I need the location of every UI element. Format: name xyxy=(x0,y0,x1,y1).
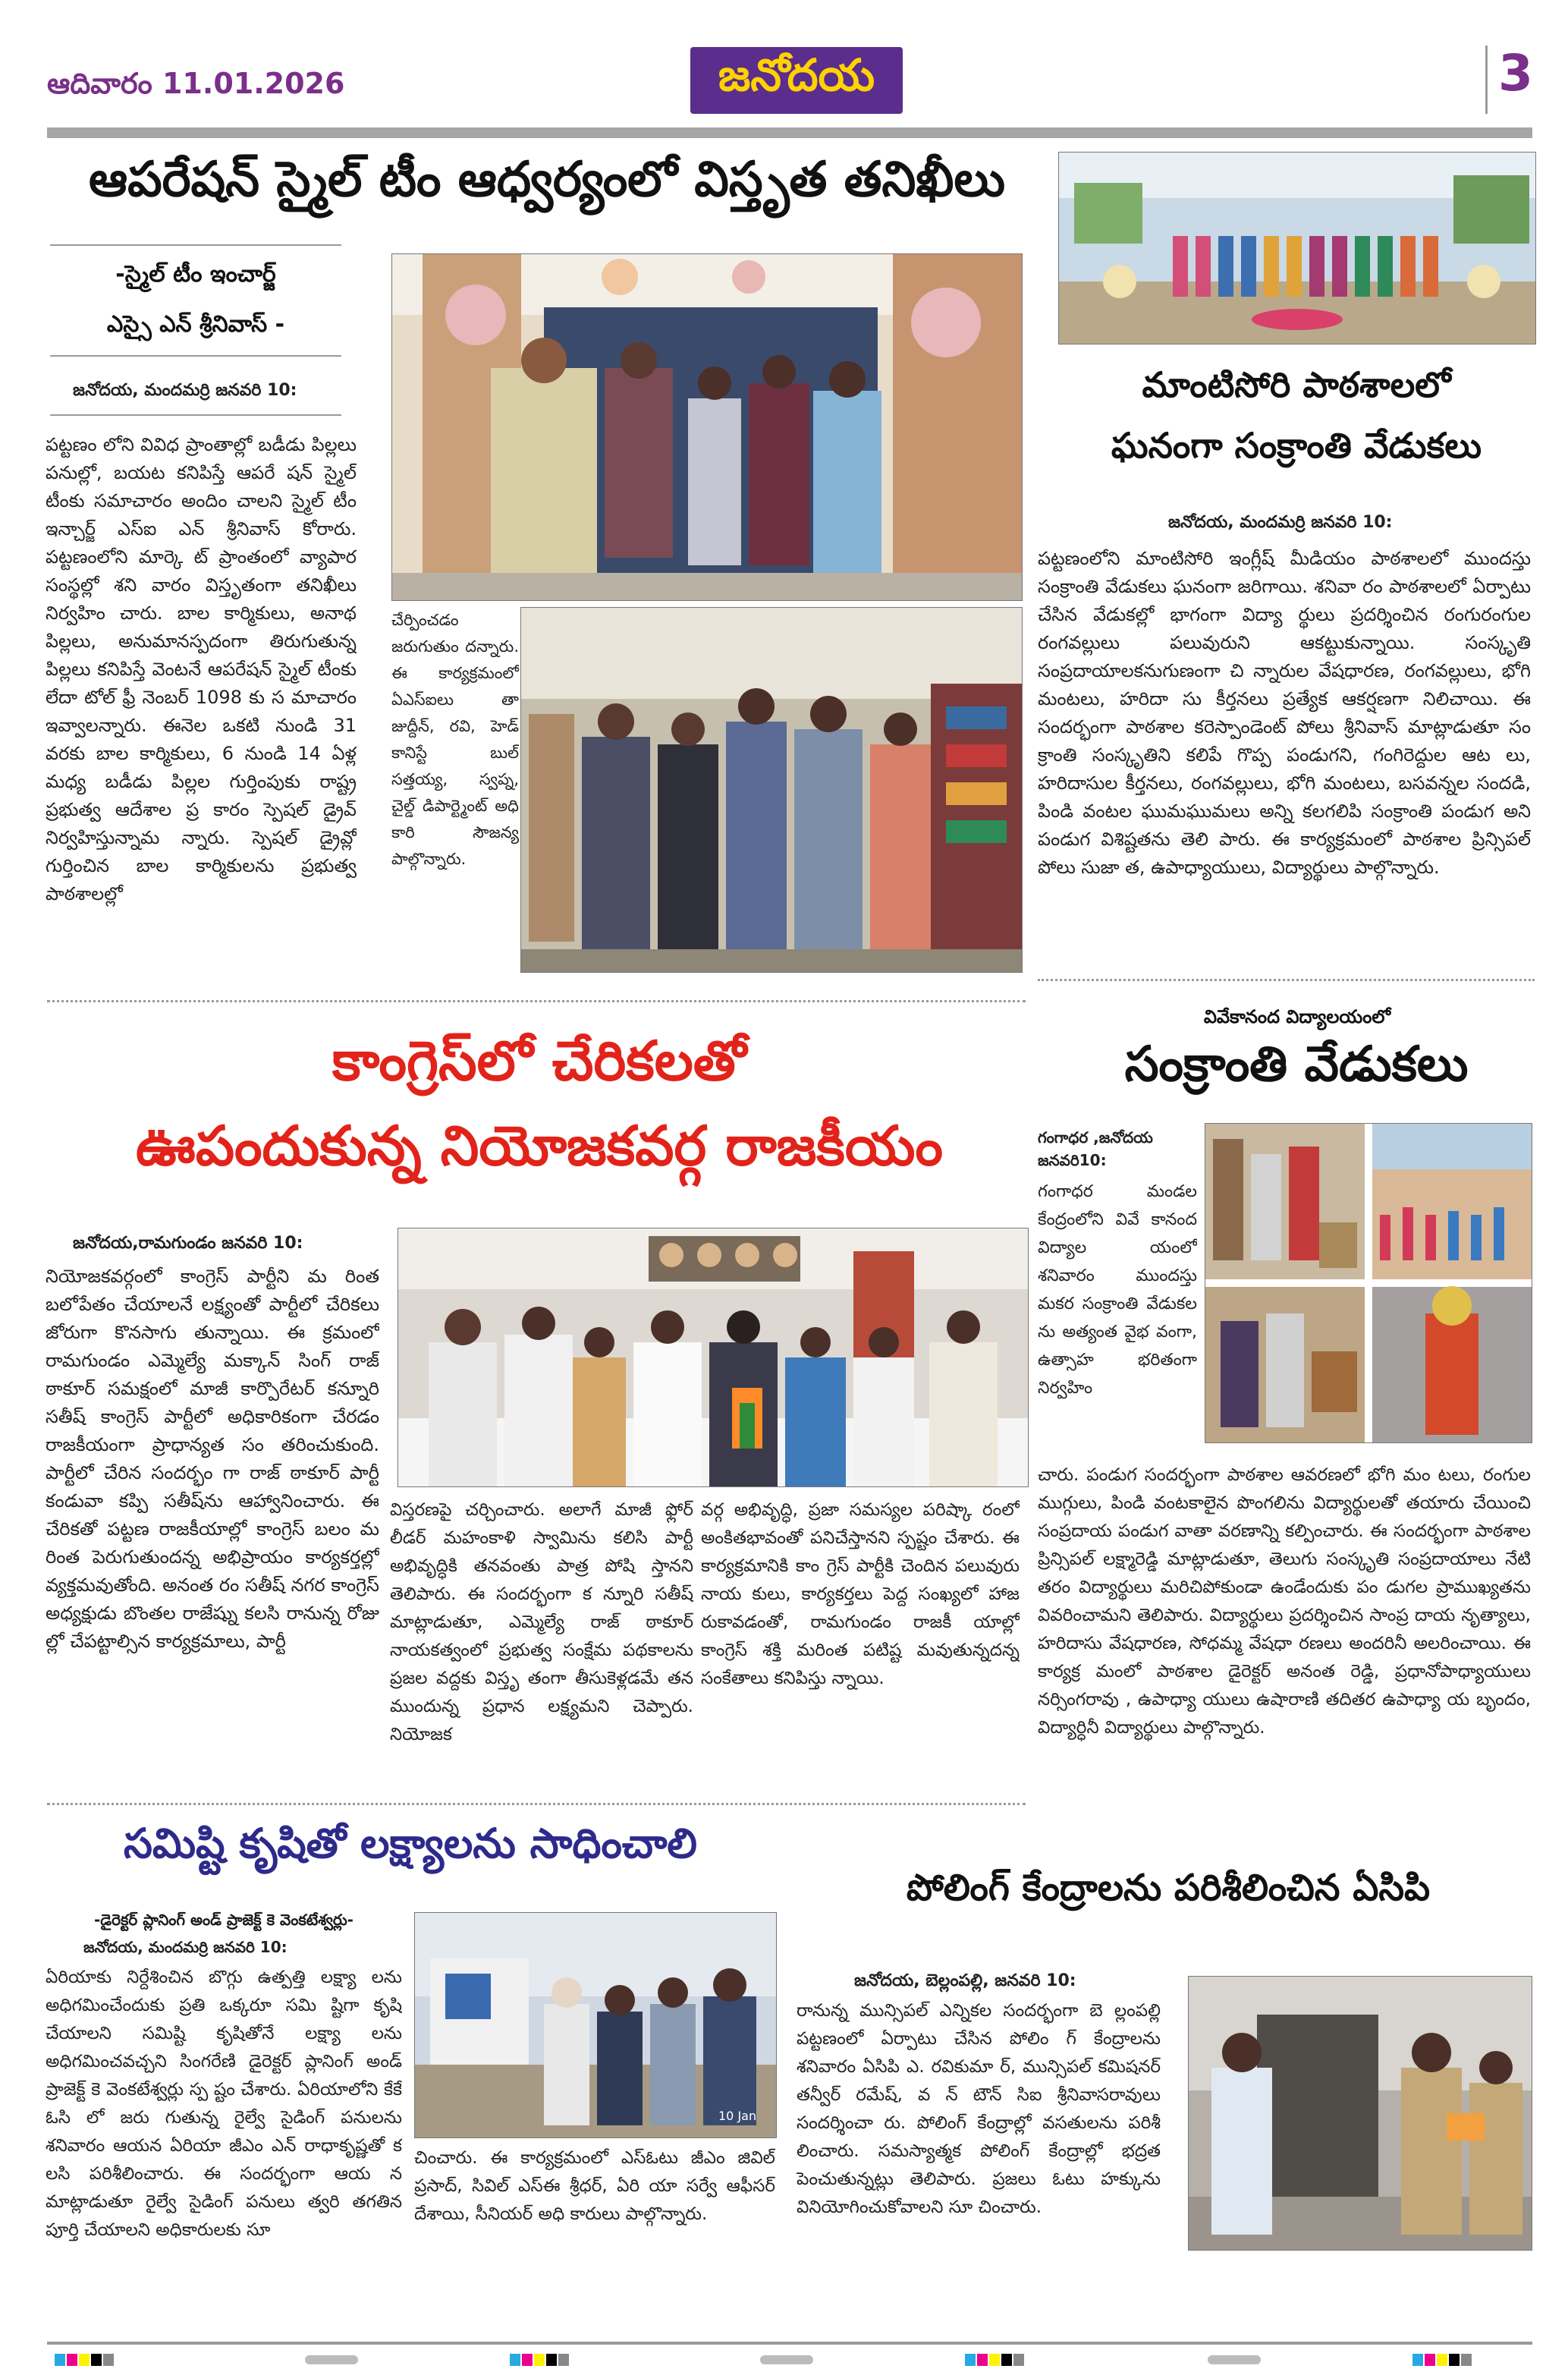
congress-joining-photo xyxy=(398,1228,1028,1486)
color-bars-icon xyxy=(47,2352,1532,2367)
story2-photo xyxy=(1058,152,1536,344)
story1-sub-rule-bottom xyxy=(50,355,341,357)
story4-headline: సంక్రాంతి వేడుకలు xyxy=(1124,1037,1469,1093)
page-number-divider xyxy=(1485,46,1488,114)
story3-photo xyxy=(397,1228,1029,1487)
railway-siding-inspection-photo xyxy=(415,1913,776,2138)
story5-dateline: జనోదయ, మందమర్రి జనవరి 10: xyxy=(83,1938,288,1956)
school-celebration-photo-grid xyxy=(1205,1124,1532,1442)
story1-photo-bottom xyxy=(520,607,1023,973)
story2-headline-line1: మాంటిసోరి పాఠశాలలో xyxy=(1142,364,1451,405)
story3-body-col1: నియోజకవర్గంలో కాంగ్రెస్ పార్టీని మ రింత బలోపేతం చేయాలనే లక్ష్యంతో పార్టీలో చేరికలు జోరుగా కొనసాగు తున్నాయి. ఈ క్రమంలో రామగుండం ఎమ్మెల్యే మక్కాన్ సింగ్ రాజ్ ఠాకూర్ సమక్షంలో మాజీ కార్పొరేటర్ కన్నూరి సతీష్ కాంగ్రెస్ పార్టీలో అధికారికంగా చేరడం రాజకీయంగా ప్రాధాన్యత సం తరించుకుంది. పార్టీలో చేరిన సందర్భం గా రాజ్ ఠాకూర్ పార్టీ కండువా కప్పి సతీష్‌ను ఆహ్వానించారు. ఈ చేరికతో పట్టణ రాజకీయాల్లో కాంగ్రెస్ బలం మ రింత పెరుగుతుందన్న అభిప్రాయం కార్యకర్తల్లో వ్యక్తమవుతోంది. అనంత రం సతీష్ నగర కాంగ్రెస్ అధ్యక్షుడు బొంతల రాజేష్ను కలసి రానున్న రోజు ల్లో చేపట్టాల్సిన కార్యక్రమాలు, పార్టీ xyxy=(46,1266,379,1652)
masthead-logo xyxy=(690,47,903,114)
story2-body: పట్టణంలోని మాంటిసోరి ఇంగ్లీష్ మీడియం పాఠశాలలో ముందస్తు సంక్రాంతి వేడుకలు ఘనంగా జరిగాయి. శనివా రం పాఠశాలలో ఏర్పాటు చేసిన వేడుకల్లో భాగంగా విద్యా ర్థులు ప్రదర్శించిన రంగురంగుల రంగవల్లులు పలువురుని ఆకట్టుకున్నాయి. సంస్కృతి సంప్రదాయాలకనుగుణంగా చి న్నారుల వేషధారణ, రంగవల్లులు, భోగి మంటలు, హరిదా సు కీర్తనలు ప్రత్యేక ఆకర్షణగా నిలిచాయి. ఈ సందర్భంగా పాఠశాల కరెస్పాండెంట్ పోలు శ్రీనివాస్ మాట్లాడుతూ సం క్రాంతి సంస్కృతిని కలిపే గొప్ప పండుగని, గంగిరెద్దుల ఆట లు, హరిదాసుల కీర్తనలు, రంగవల్లులు, భోగి మంటలు, బసవన్నల సందడి, పిండి వంటల ఘుమఘుమలు అన్ని కలగలిపి సంక్రాంతి పండుగ అని పండుగ విశిష్టతను తెలి పారు. ఈ కార్యక్రమంలో పాఠశాల ప్రిన్సిపల్ పోలు సుజా త, ఉపాధ్యాయులు, విద్యార్థులు పాల్గొన్నారు. xyxy=(1038,548,1531,878)
story3-headline-line2: ఊపందుకున్న నియోజకవర్గ రాజకీయం xyxy=(136,1114,943,1178)
story1-dateline: జనోదయ, మందమర్రి జనవరి 10: xyxy=(73,381,297,400)
section-divider-2 xyxy=(47,1803,1026,1805)
story4-body-narrow: గంగాధర మండల కేంద్రంలోని వివే కానంద విద్యాల యంలో శనివారం ముందస్తు మకర సంక్రాంతి వేడుకల ను అత్యంత వైభ వంగా, ఉత్సాహ భరితంగా నిర్వహిం xyxy=(1038,1182,1197,1398)
story5-photo xyxy=(414,1912,777,2138)
story4-body-wide: చారు. పండుగ సందర్భంగా పాఠశాల ఆవరణలో భోగి మం టలు, రంగుల ముగ్గులు, పిండి వంటకాలైన పొంగలిను విద్యార్థులతో తయారు చేయించి సంప్రదాయ పండుగ వాతా వరణాన్ని కల్పించారు. ఈ సందర్భంగా పాఠశాల ప్రిన్సిపల్ లక్ష్మారెడ్డి మాట్లాడుతూ, తెలుగు సంస్కృతి సంప్రదాయాలు నేటి తరం విద్యార్థులు మరిచిపోకుండా ఉండేందుకు పం డుగల ప్రాముఖ్యతను వివరించామని తెలిపారు. విద్యార్థులు ప్రదర్శించిన సాంప్ర దాయ నృత్యాలు, హరిదాసు వేషధారణ, సోధమ్మ వేషధా రణలు అందరినీ అలరించాయి. ఈ కార్యక్ర మంలో పాఠశాల డైరెక్టర్ అనంత రెడ్డి, ప్రధానోపాధ్యాయులు నర్సింగరావు , ఉపాధ్యా యులు ఉషారాణి తదితర ఉపాధ్యా య బృందం, విద్యార్ధినీ విద్యార్థులు పాల్గొన్నారు. xyxy=(1038,1465,1531,1738)
story4-kicker: వివేకానంద విద్యాలయంలో xyxy=(1203,1006,1391,1027)
story5-headline: సమిష్టి కృషితో లక్ష్యాలను సాధించాలి xyxy=(124,1820,697,1867)
story3-dateline: జనోదయ,రామగుండం జనవరి 10: xyxy=(73,1234,303,1253)
story5-body-col2: చించారు. ఈ కార్యక్రమంలో ఎస్ఓటు జీఎం జివిల్ ప్రసాద్, సివిల్ ఎస్ఈ శ్రీధర్, ఏరి యా సర్వే ఆఫీసర్ దేశాయి, సీనియర్ అధి కారులు పాల్గొన్నారు. xyxy=(414,2148,775,2224)
story6-photo xyxy=(1188,1976,1532,2251)
story1-body-right: చేర్పించడం జరుగుతుం దన్నారు. ఈ కార్యక్రమంలో ఏఎస్ఐలు తా జుద్దీన్, రవి, హెడ్ కానిస్టే బుల్ సత్తయ్య, స్వప్న, చైల్డ్ డిపార్ట్మెంట్ అధి కారి సౌజన్య పాల్గొన్నారు. xyxy=(391,611,519,868)
page-number: 3 xyxy=(1498,44,1533,102)
story1-sub2: ఎస్సై ఎన్ శ్రీనివాస్ - xyxy=(106,311,285,338)
story3-body-col2: విస్తరణపై చర్చించారు. అలాగే మాజీ ఫ్లోర్ లీడర్ మహంకాళి స్వామిను కలిసి పార్టీ అభివృద్ధికి తనవంతు పాత్ర పోషి స్తానని తెలిపారు. ఈ సందర్భంగా క న్నూరి సతీష్ మాట్లాడుతూ, ఎమ్మెల్యే రాజ్ ఠాకూర్ నాయకత్వంలో ప్రభుత్వ సంక్షేమ పథకాలను ప్రజల వద్దకు విస్తృ తంగా తీసుకెళ్లడమే తన ముందున్న ప్రధాన లక్ష్యమని చెప్పారు. నియోజక xyxy=(390,1500,693,1744)
story1-sub1: -స్మైల్ టీం ఇంచార్జ్ xyxy=(115,261,276,288)
story1-photo-top xyxy=(391,253,1023,601)
story1-sub-rule-top xyxy=(50,244,341,246)
section-divider-1-right xyxy=(1038,979,1535,981)
school-sankranti-group-photo xyxy=(1059,153,1535,344)
story6-headline: పోలింగ్ కేంద్రాలను పరిశీలించిన ఏసిపి xyxy=(906,1867,1431,1909)
story6-dateline: జనోదయ, బెల్లంపల్లి, జనవరి 10: xyxy=(854,1971,1076,1990)
story3-body-col3: వర్గ అభివృద్ధి, ప్రజా సమస్యల పరిష్కా రంలో అంకితభావంతో పనిచేస్తానని స్పష్టం చేశారు. ఈ కార్యక్రమానికి కాం గ్రెస్ పార్టీకి చెందిన పలువురు నాయ కులు, కార్యకర్తలు పెద్ద సంఖ్యలో హాజ రుకావడంతో, రామగుండం రాజకీ యాల్లో కాంగ్రెస్ శక్తి మరింత పటిష్ట మవుతున్నదన్న సంకేతాలు కనిపిస్తు న్నాయి. xyxy=(701,1500,1020,1688)
group-photo-showroom-entrance xyxy=(392,254,1022,600)
story4-dateline: గంగాధర ,జనోదయ జనవరి10: xyxy=(1038,1128,1153,1169)
story3-headline-line1: కాంగ్రెస్‌లో చేరికలతో xyxy=(332,1029,747,1093)
polling-station-inspection-photo xyxy=(1189,1977,1532,2250)
story1-dateline-rule xyxy=(50,414,341,416)
photo-date-stamp: 10 Jan xyxy=(718,2109,757,2123)
story1-headline: ఆపరేషన్ స్మైల్ టీం ఆధ్వర్యంలో విస్తృత తనిఖీలు xyxy=(89,152,1005,208)
masthead-date: ఆదివారం 11.01.2026 xyxy=(47,67,345,100)
story4-photos xyxy=(1205,1123,1532,1443)
story5-sub: -డైరెక్టర్ ప్లానింగ్ అండ్ ప్రాజెక్ట్ కె వెంకటేశ్వర్లు- xyxy=(94,1911,354,1929)
story2-dateline: జనోదయ, మందమర్రి జనవరి 10: xyxy=(1168,513,1393,532)
story2-headline-line2: ఘనంగా సంక్రాంతి వేడుకలు xyxy=(1111,425,1482,466)
story1-body-left: పట్టణం లోని వివిధ ప్రాంతాల్లో బడీడు పిల్లలు పనుల్లో, బయట కనిపిస్తే ఆపరే షన్ స్మైల్ టీంకు సమాచారం అందిం చాలని స్మైల్ టీం ఇన్చార్జ్ ఎస్ఐ ఎన్ శ్రీనివాస్ కోరారు. పట్టణంలోని మార్కె ట్ ప్రాంతంలో వ్యాపార సంస్థల్లో శని వారం విస్తృతంగా తనిఖీలు నిర్వహిం చారు. బాల కార్మికులు, అనాథ పిల్లలు, అనుమానస్పదంగా తిరుగుతున్న పిల్లలు కనిపిస్తే వెంటనే ఆపరేషన్ స్మైల్ టీంకు లేదా టోల్ ఫ్రీ నెంబర్ 1098 కు స మాచారం ఇవ్వాలన్నారు. ఈనెల ఒకటి నుండి 31 వరకు బాల కార్మికులు, 6 నుండి 14 ఏళ్ల మధ్య బడీడు పిల్లల గుర్తింపుకు రాష్ట్ర ప్రభుత్వ ఆదేశాల ప్ర కారం స్పెషల్ డ్రైవ్ నిర్వహిస్తున్నామ న్నారు. స్పెషల్ డ్రైవ్లో గుర్తించిన బాల కార్మికులను ప్రభుత్వ పాఠశాలల్లో xyxy=(46,434,357,904)
print-registration-marks xyxy=(47,2352,1532,2367)
section-divider-1 xyxy=(47,1000,1026,1002)
story5-body-col1: ఏరియాకు నిర్దేశించిన బొగ్గు ఉత్పత్తి లక్ష్యా లను అధిగమించేందుకు ప్రతి ఒక్కరూ సమి ష్టిగా కృషి చేయాలని సమిష్టి కృషితోనే లక్ష్యా లను అధిగమించవచ్చని సింగరేణి డైరెక్టర్ ప్లానింగ్ అండ్ ప్రాజెక్ట్ కె వెంకటేశ్వర్లు స్ప ష్టం చేశారు. ఏరియాలోని కేకే ఓసి లో జరు గుతున్న రైల్వే సైడింగ్ పనులను శనివారం ఆయన ఏరియా జీఎం ఎన్ రాధాకృష్ణతో క లసి పరిశీలించారు. ఈ సందర్భంగా ఆయ న మాట్లాడుతూ రైల్వే సైడింగ్ పనులు త్వరి తగతిన పూర్తి చేయాలని అధికారులకు సూ xyxy=(46,1968,402,2240)
story6-body: రానున్న మున్సిపల్ ఎన్నికల సందర్భంగా బె ల్లంపల్లి పట్టణంలో ఏర్పాటు చేసిన పోలిం గ్ కేంద్రాలను శనివారం ఏసిపి ఎ. రవికుమా ర్, మున్సిపల్ కమిషనర్ తన్వీర్ రమేష్, వ న్ టౌన్ సిఐ శ్రీనివాసరావులు సందర్శించా రు. పోలింగ్ కేంద్రాల్లో వసతులను పరిశీ లించారు. సమస్యాత్మక పోలింగ్ కేంద్రాల్లో భద్రత పెంచుతున్నట్లు తెలిపారు. ప్రజలు ఓటు హక్కును వినియోగించుకోవాలని సూ చించారు. xyxy=(797,2001,1161,2217)
inspection-photo-clothing-store xyxy=(521,608,1022,972)
logo-text: జనోదయ xyxy=(718,49,875,101)
masthead-rule xyxy=(47,127,1532,138)
footer-rule xyxy=(47,2342,1532,2345)
